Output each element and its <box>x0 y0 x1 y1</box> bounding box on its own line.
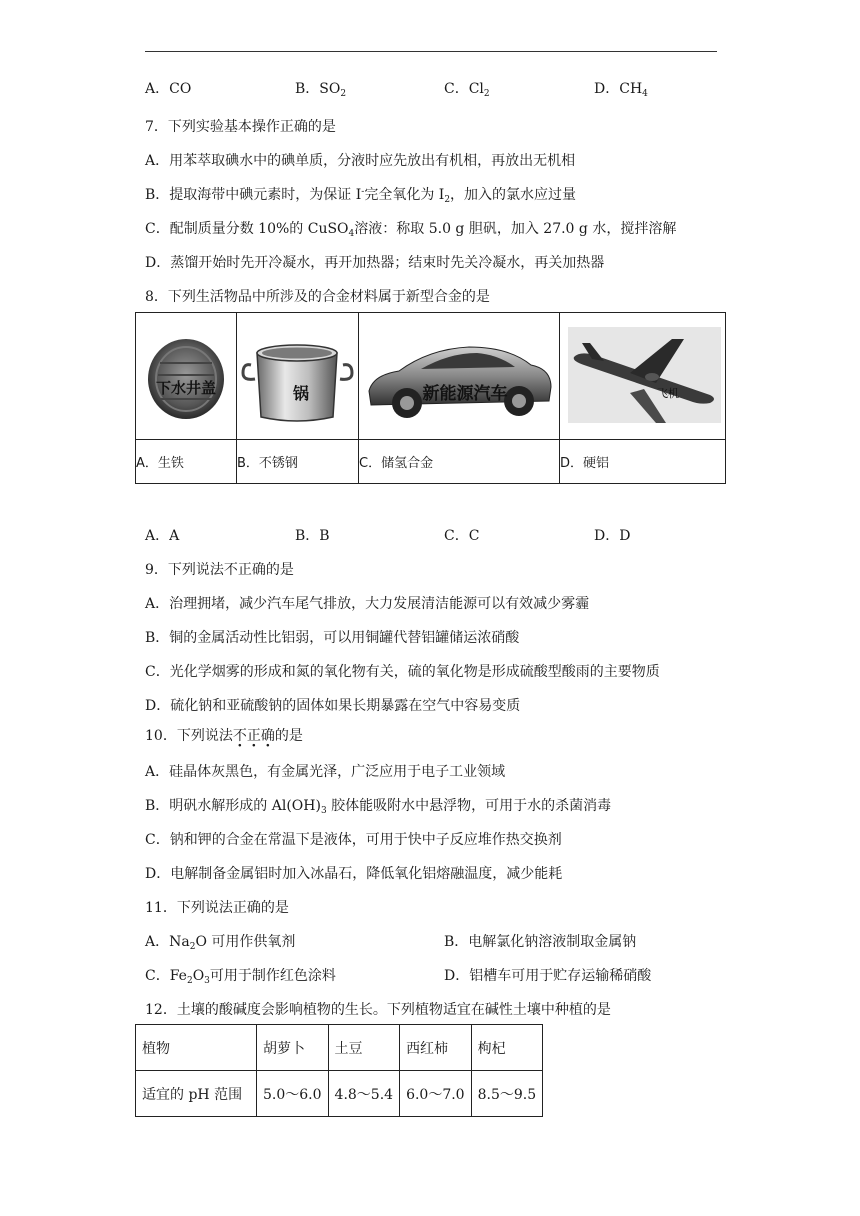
q10-option-d: D．电解制备金属铝时加入冰晶石，降低氧化铝熔融温度，减少能耗 <box>145 866 563 882</box>
image-cell-d <box>560 313 726 440</box>
caption-d: D．硬铝 <box>560 440 726 484</box>
q11-option-c: C．$Fe_2O_3$可用于制作红色涂料 <box>145 968 336 986</box>
image-label-d: 飞机 <box>657 387 679 400</box>
image-label-c: 新能源汽车 <box>422 384 508 404</box>
q9-option-d: D．硫化钠和亚硫酸钠的固体如果长期暴露在空气中容易变质 <box>145 698 521 714</box>
image-label-a: 下水井盖 <box>155 379 217 397</box>
q7-option-d: D．蒸馏开始时先开冷凝水，再开加热器；结束时先关冷凝水，再关加热器 <box>145 255 605 271</box>
caption-c: C．储氢合金 <box>359 440 560 484</box>
image-cell-c <box>359 313 560 440</box>
q9-option-c: C．光化学烟雾的形成和氮的氧化物有关，硫的氧化物是形成硫酸型酸雨的主要物质 <box>145 664 660 680</box>
manhole-cover-icon <box>136 313 236 439</box>
image-label-b: 锅 <box>292 384 310 403</box>
q10-option-a: A．硅晶体灰黑色，有金属光泽，广泛应用于电子工业领域 <box>145 764 506 780</box>
q6-option-a: A．CO <box>145 81 192 97</box>
ph-table-header-row <box>136 1025 543 1071</box>
q11-option-d: D．铝槽车可用于贮存运输稀硝酸 <box>444 968 652 984</box>
ph-table-row <box>136 1071 543 1117</box>
q7-option-c: C．配制质量分数 10%的 CuSO$_4$溶液：称取 5.0 g 胆矾，加入 27.0 g 水，搅拌溶解 <box>145 221 677 239</box>
q8-image-table <box>135 312 726 484</box>
ph-row-cell: 8.5～9.5 <box>471 1071 543 1117</box>
ph-row-cell: 5.0～6.0 <box>257 1071 329 1117</box>
q11-stem: 11．下列说法正确的是 <box>145 900 289 916</box>
car-icon <box>359 313 559 439</box>
q8-option-d: D．D <box>594 528 631 544</box>
q8-option-c: C．C <box>444 528 480 544</box>
ph-table <box>135 1024 543 1117</box>
q10-stem: 10．下列说法不正确的是 <box>145 728 303 744</box>
caption-b: B．不锈钢 <box>237 440 359 484</box>
q11-option-b: B．电解氯化钠溶液制取金属钠 <box>444 934 637 950</box>
ph-header-cell: 植物 <box>136 1025 257 1071</box>
ph-header-cell: 土豆 <box>328 1025 400 1071</box>
ph-row-cell: 6.0～7.0 <box>400 1071 472 1117</box>
ph-header-cell: 胡萝卜 <box>257 1025 329 1071</box>
q12-stem: 12．土壤的酸碱度会影响植物的生长。下列植物适宜在碱性土壤中种植的是 <box>145 1002 611 1018</box>
image-cell-b <box>237 313 359 440</box>
image-cell-a <box>136 313 237 440</box>
q10-option-c: C．钠和钾的合金在常温下是液体，可用于快中子反应堆作热交换剂 <box>145 832 562 848</box>
q7-stem: 7．下列实验基本操作正确的是 <box>145 119 336 135</box>
pot-icon <box>237 313 358 439</box>
q8-option-a: A．A <box>145 528 180 544</box>
q9-option-b: B．铜的金属活动性比铝弱，可以用铜罐代替铝罐储运浓硝酸 <box>145 630 520 646</box>
ph-row-cell: 适宜的 pH 范围 <box>136 1071 257 1117</box>
caption-a: A．生铁 <box>136 440 237 484</box>
q7-option-a: A．用苯萃取碘水中的碘单质，分液时应先放出有机相，再放出无机相 <box>145 153 576 169</box>
header-rule <box>145 51 717 52</box>
ph-header-cell: 枸杞 <box>471 1025 543 1071</box>
q11-option-a: A．$Na_2O$ 可用作供氧剂 <box>145 934 296 952</box>
ph-row-cell: 4.8～5.4 <box>328 1071 400 1117</box>
q10-option-b: B．明矾水解形成的 $Al(OH)_3$ 胶体能吸附水中悬浮物，可用于水的杀菌消毒 <box>145 798 612 816</box>
q9-stem: 9．下列说法不正确的是 <box>145 562 294 578</box>
airplane-icon <box>560 313 725 439</box>
q6-option-b: B．$SO_2$ <box>295 81 347 99</box>
q6-option-c: C．$Cl_2$ <box>444 81 490 99</box>
q8-stem: 8．下列生活物品中所涉及的合金材料属于新型合金的是 <box>145 289 490 305</box>
q9-option-a: A．治理拥堵，减少汽车尾气排放，大力发展清洁能源可以有效减少雾霾 <box>145 596 590 612</box>
ph-header-cell: 西红柿 <box>400 1025 472 1071</box>
q7-option-b: B．提取海带中碘元素时，为保证 I-完全氧化为 $I_2$，加入的氯水应过量 <box>145 187 577 205</box>
q8-option-b: B．B <box>295 528 330 544</box>
q6-option-d: D．$CH_4$ <box>594 81 648 99</box>
